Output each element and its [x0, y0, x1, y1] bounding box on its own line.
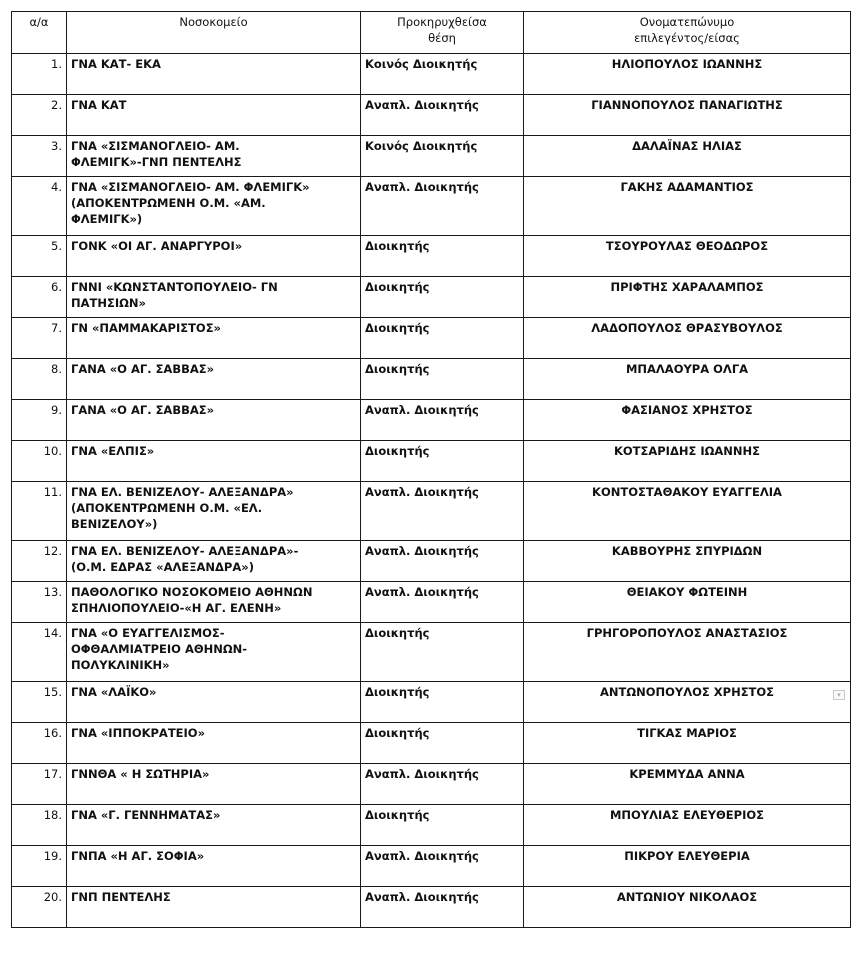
selected-name-cell: ΑΝΤΩΝΟΠΟΥΛΟΣ ΧΡΗΣΤΟΣ: [524, 682, 851, 723]
row-number: 7.: [12, 318, 67, 359]
table-row: [12, 136, 851, 177]
hospital-cell: [67, 236, 361, 277]
selected-name-cell: ΠΙΚΡΟΥ ΕΛΕΥΘΕΡΙΑ: [524, 846, 851, 887]
row-number: 18.: [12, 805, 67, 846]
position-cell: Αναπλ. Διοικητής: [361, 177, 524, 236]
table-row: [12, 236, 851, 277]
row-number: 13.: [12, 582, 67, 623]
table-row: [12, 805, 851, 846]
row-number: 5.: [12, 236, 67, 277]
selected-name-cell: ΚΟΤΣΑΡΙΔΗΣ ΙΩΑΝΝΗΣ: [524, 441, 851, 482]
hospital-line: (ΑΠΟΚΕΝΤΡΩΜΕΝΗ Ο.Μ. «ΑΜ.: [71, 196, 266, 210]
position-cell: Κοινός Διοικητής: [361, 136, 524, 177]
hospital-line: ΓΝΑ ΕΛ. ΒΕΝΙΖΕΛΟΥ- ΑΛΕΞΑΝΔΡΑ»-: [71, 544, 299, 558]
row-number: 8.: [12, 359, 67, 400]
position-cell: Διοικητής: [361, 623, 524, 682]
position-cell: Διοικητής: [361, 277, 524, 318]
table-row: [12, 723, 851, 764]
position-cell: Αναπλ. Διοικητής: [361, 400, 524, 441]
table-row: [12, 887, 851, 928]
table-row: [12, 277, 851, 318]
table-row: [12, 582, 851, 623]
hospital-cell: [67, 136, 361, 177]
row-number: 16.: [12, 723, 67, 764]
row-number: 11.: [12, 482, 67, 541]
row-number: 3.: [12, 136, 67, 177]
hospital-cell: [67, 95, 361, 136]
hospital-line: (Ο.Μ. ΕΔΡΑΣ «ΑΛΕΞΑΝΔΡΑ»): [71, 560, 254, 574]
hospital-cell: [67, 887, 361, 928]
hospital-line: ΓΝΑ «ΛΑΪΚΟ»: [71, 685, 157, 699]
hospital-line: ΓΑΝΑ «Ο ΑΓ. ΣΑΒΒΑΣ»: [71, 362, 215, 376]
hospital-line: ΓΝΠ ΠΕΝΤΕΛΗΣ: [71, 890, 171, 904]
hospital-line: ΠΟΛΥΚΛΙΝΙΚΗ»: [71, 658, 170, 672]
hospital-line: ΠΑΤΗΣΙΩΝ»: [71, 296, 146, 310]
scroll-marker-icon: ▾: [833, 690, 845, 700]
row-number: 1.: [12, 54, 67, 95]
row-number: 12.: [12, 541, 67, 582]
hospital-line: ΓΝΑ ΚΑΤ- ΕΚΑ: [71, 57, 161, 71]
hospital-line: ΟΦΘΑΛΜΙΑΤΡΕΙΟ ΑΘΗΝΩΝ-: [71, 642, 248, 656]
selected-name-cell: ΗΛΙΟΠΟΥΛΟΣ ΙΩΑΝΝΗΣ: [524, 54, 851, 95]
appointments-table: [11, 11, 851, 928]
selected-name-cell: ΤΣΟΥΡΟΥΛΑΣ ΘΕΟΔΩΡΟΣ: [524, 236, 851, 277]
selected-name-cell: ΦΑΣΙΑΝΟΣ ΧΡΗΣΤΟΣ: [524, 400, 851, 441]
table-row: [12, 400, 851, 441]
hospital-cell: [67, 277, 361, 318]
hospital-line: ΓΝΠΑ «Η ΑΓ. ΣΟΦΙΑ»: [71, 849, 205, 863]
hospital-cell: [67, 764, 361, 805]
hospital-line: ΒΕΝΙΖΕΛΟΥ»): [71, 517, 158, 531]
position-cell: Διοικητής: [361, 318, 524, 359]
hospital-line: ΓΝΑ «ΕΛΠΙΣ»: [71, 444, 155, 458]
hospital-cell: [67, 582, 361, 623]
row-number: 6.: [12, 277, 67, 318]
header-hospital: Νοσοκομείο: [67, 12, 361, 54]
position-cell: Αναπλ. Διοικητής: [361, 846, 524, 887]
selected-name-cell: ΛΑΔΟΠΟΥΛΟΣ ΘΡΑΣΥΒΟΥΛΟΣ: [524, 318, 851, 359]
table-row: [12, 177, 851, 236]
hospital-line: ΓΝΑ «ΣΙΣΜΑΝΟΓΛΕΙΟ- ΑΜ. ΦΛΕΜΙΓΚ»: [71, 180, 310, 194]
hospital-cell: [67, 441, 361, 482]
hospital-cell: [67, 541, 361, 582]
position-cell: Διοικητής: [361, 359, 524, 400]
position-cell: Αναπλ. Διοικητής: [361, 482, 524, 541]
hospital-cell: [67, 482, 361, 541]
selected-name-cell: ΔΑΛΑΪΝΑΣ ΗΛΙΑΣ: [524, 136, 851, 177]
hospital-cell: [67, 177, 361, 236]
position-cell: Διοικητής: [361, 441, 524, 482]
hospital-line: ΓΝΑ ΕΛ. ΒΕΝΙΖΕΛΟΥ- ΑΛΕΞΑΝΔΡΑ»: [71, 485, 294, 499]
hospital-line: ΓΝΑ «ΣΙΣΜΑΝΟΓΛΕΙΟ- ΑΜ.: [71, 139, 240, 153]
hospital-line: ΓΝΑ «ΙΠΠΟΚΡΑΤΕΙΟ»: [71, 726, 206, 740]
hospital-line: ΦΛΕΜΙΓΚ»): [71, 212, 143, 226]
hospital-line: ΓΝΑ ΚΑΤ: [71, 98, 127, 112]
row-number: 15.: [12, 682, 67, 723]
table-row: [12, 682, 851, 723]
hospital-line: (ΑΠΟΚΕΝΤΡΩΜΕΝΗ Ο.Μ. «ΕΛ.: [71, 501, 263, 515]
table-row: [12, 318, 851, 359]
row-number: 19.: [12, 846, 67, 887]
header-position: Προκηρυχθείσα θέση: [361, 12, 524, 54]
selected-name-cell: ΜΠΑΛΑΟΥΡΑ ΟΛΓΑ: [524, 359, 851, 400]
selected-name-cell: ΚΑΒΒΟΥΡΗΣ ΣΠΥΡΙΔΩΝ: [524, 541, 851, 582]
selected-name-cell: ΓΙΑΝΝΟΠΟΥΛΟΣ ΠΑΝΑΓΙΩΤΗΣ: [524, 95, 851, 136]
table-row: [12, 359, 851, 400]
hospital-line: ΓΝΝΙ «ΚΩΝΣΤΑΝΤΟΠΟΥΛΕΙΟ- ΓΝ: [71, 280, 278, 294]
position-cell: Αναπλ. Διοικητής: [361, 764, 524, 805]
row-number: 14.: [12, 623, 67, 682]
hospital-cell: [67, 682, 361, 723]
row-number: 4.: [12, 177, 67, 236]
selected-name-cell: ΤΙΓΚΑΣ ΜΑΡΙΟΣ: [524, 723, 851, 764]
position-cell: Διοικητής: [361, 682, 524, 723]
hospital-line: ΣΠΗΛΙΟΠΟΥΛΕΙΟ-«Η ΑΓ. ΕΛΕΝΗ»: [71, 601, 282, 615]
selected-name-cell: ΓΡΗΓΟΡΟΠΟΥΛΟΣ ΑΝΑΣΤΑΣΙΟΣ: [524, 623, 851, 682]
row-number: 9.: [12, 400, 67, 441]
selected-name-cell: ΠΡΙΦΤΗΣ ΧΑΡΑΛΑΜΠΟΣ: [524, 277, 851, 318]
hospital-line: ΓΟΝΚ «ΟΙ ΑΓ. ΑΝΑΡΓΥΡΟΙ»: [71, 239, 243, 253]
hospital-cell: [67, 805, 361, 846]
hospital-line: ΦΛΕΜΙΓΚ»-ΓΝΠ ΠΕΝΤΕΛΗΣ: [71, 155, 242, 169]
table-row: [12, 541, 851, 582]
table-row: [12, 54, 851, 95]
selected-name-cell: ΘΕΙΑΚΟΥ ΦΩΤΕΙΝΗ: [524, 582, 851, 623]
table-row: [12, 846, 851, 887]
hospital-line: ΓΝΑ «Γ. ΓΕΝΝΗΜΑΤΑΣ»: [71, 808, 221, 822]
header-name: Ονοματεπώνυμο επιλεγέντος/είσας: [524, 12, 851, 54]
hospital-line: ΓΝ «ΠΑΜΜΑΚΑΡΙΣΤΟΣ»: [71, 321, 221, 335]
row-number: 10.: [12, 441, 67, 482]
hospital-cell: [67, 723, 361, 764]
position-cell: Διοικητής: [361, 805, 524, 846]
position-cell: Αναπλ. Διοικητής: [361, 541, 524, 582]
hospital-line: ΓΑΝΑ «Ο ΑΓ. ΣΑΒΒΑΣ»: [71, 403, 215, 417]
header-number: α/α: [12, 12, 67, 54]
table-body: [12, 54, 851, 928]
position-cell: Αναπλ. Διοικητής: [361, 582, 524, 623]
selected-name-cell: ΚΡΕΜΜΥΔΑ ΑΝΝΑ: [524, 764, 851, 805]
row-number: 20.: [12, 887, 67, 928]
table-header-row: [12, 12, 851, 54]
table-row: [12, 623, 851, 682]
selected-name-cell: ΜΠΟΥΛΙΑΣ ΕΛΕΥΘΕΡΙΟΣ: [524, 805, 851, 846]
hospital-line: ΓΝΝΘΑ « Η ΣΩΤΗΡΙΑ»: [71, 767, 210, 781]
table-row: [12, 441, 851, 482]
selected-name-cell: ΚΟΝΤΟΣΤΑΘΑΚΟΥ ΕΥΑΓΓΕΛΙΑ: [524, 482, 851, 541]
row-number: 2.: [12, 95, 67, 136]
hospital-cell: [67, 318, 361, 359]
hospital-line: ΓΝΑ «Ο ΕΥΑΓΓΕΛΙΣΜΟΣ-: [71, 626, 225, 640]
hospital-cell: [67, 623, 361, 682]
position-cell: Διοικητής: [361, 723, 524, 764]
table-row: [12, 764, 851, 805]
hospital-cell: [67, 400, 361, 441]
hospital-cell: [67, 846, 361, 887]
selected-name-cell: ΑΝΤΩΝΙΟΥ ΝΙΚΟΛΑΟΣ: [524, 887, 851, 928]
position-cell: Διοικητής: [361, 236, 524, 277]
selected-name-cell: ΓΑΚΗΣ ΑΔΑΜΑΝΤΙΟΣ: [524, 177, 851, 236]
position-cell: Αναπλ. Διοικητής: [361, 95, 524, 136]
row-number: 17.: [12, 764, 67, 805]
hospital-cell: [67, 359, 361, 400]
hospital-line: ΠΑΘΟΛΟΓΙΚΟ ΝΟΣΟΚΟΜΕΙΟ ΑΘΗΝΩΝ: [71, 585, 313, 599]
hospital-cell: [67, 54, 361, 95]
table-row: [12, 95, 851, 136]
position-cell: Αναπλ. Διοικητής: [361, 887, 524, 928]
table-row: [12, 482, 851, 541]
position-cell: Κοινός Διοικητής: [361, 54, 524, 95]
